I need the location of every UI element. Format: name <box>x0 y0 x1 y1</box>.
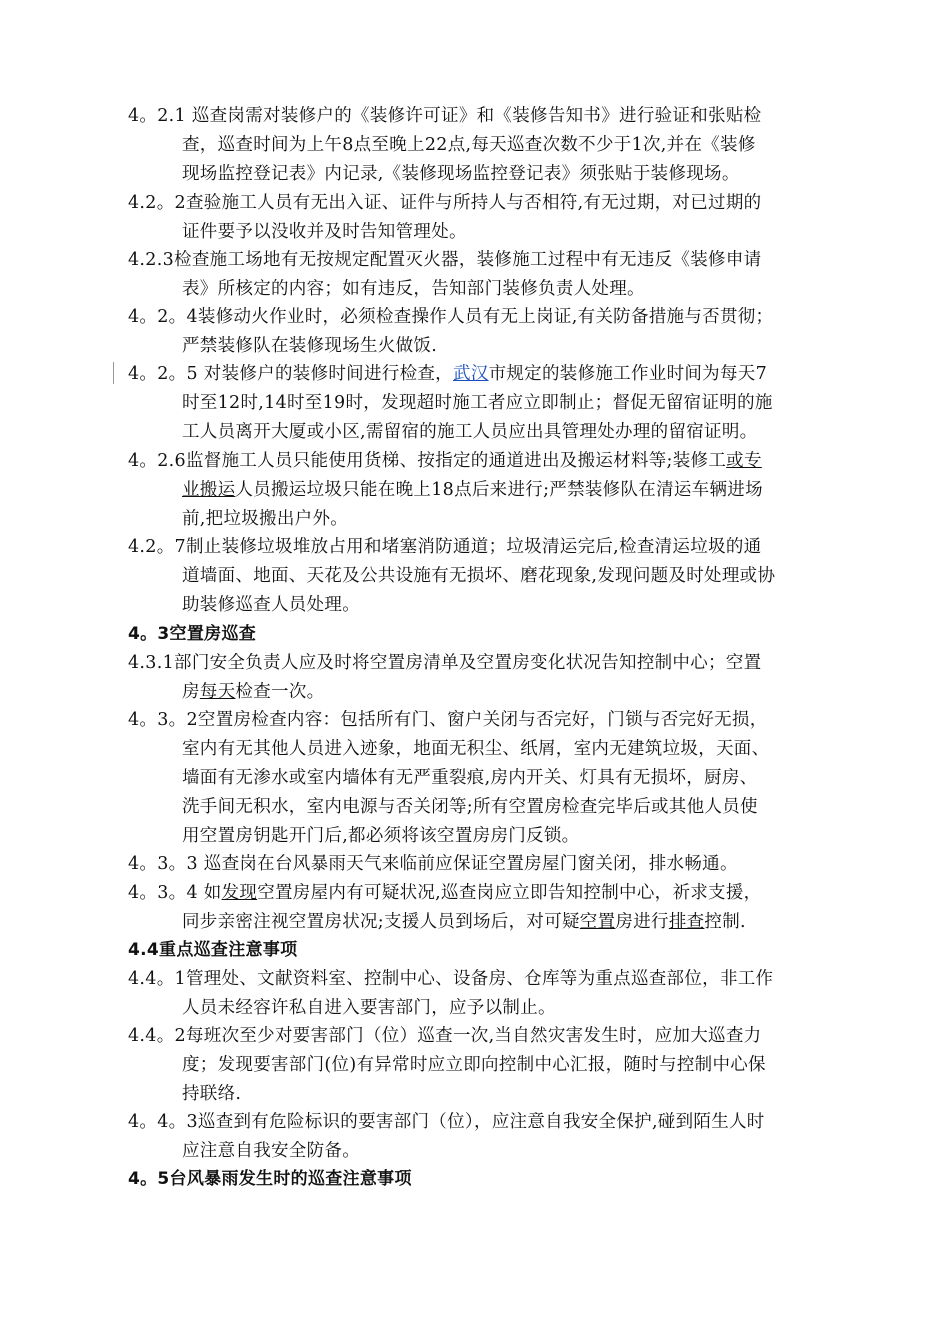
underlined-text: 空置 <box>579 912 616 932</box>
clause-line: 应注意自我安全防备。 <box>182 1141 360 1161</box>
clause-line: 4.3.1部门安全负责人应及时将空置房清单及空置房变化状况告知控制中心；空置 <box>128 653 762 673</box>
clause-line: 助装修巡查人员处理。 <box>182 595 360 615</box>
clause-text: 空置房屋内有可疑状况,巡查岗应立即告知控制中心，祈求支援， <box>257 883 762 903</box>
clause-line: 用空置房钥匙开门后,都必须将该空置房房门反锁。 <box>182 826 580 846</box>
underlined-text: 发现 <box>221 883 258 903</box>
clause-text: 同步亲密注视空置房状况;支援人员到场后，对可疑 <box>182 912 580 932</box>
clause-text: 人员搬运垃圾只能在晚上18点后来进行;严禁装修队在清运车辆进场 <box>235 480 763 500</box>
clause-line: 工人员离开大厦或小区,需留宿的施工人员应出具管理处办理的留宿证明。 <box>182 422 758 442</box>
underlined-text: 或专 <box>726 451 762 471</box>
clause-line: 表》所核定的内容；如有违反，告知部门装修负责人处理。 <box>182 279 645 299</box>
clause-line: 证件要予以没收并及时告知管理处。 <box>182 222 467 242</box>
underlined-text: 业搬运 <box>182 480 236 500</box>
clause-line <box>128 908 828 937</box>
clause-line <box>128 476 828 505</box>
clause-line: 4。2。4装修动火作业时，必须检查操作人员有无上岗证,有关防备措施与否贯彻； <box>128 307 774 327</box>
clause-4-2-6 <box>128 447 828 534</box>
clause-4-2-3 <box>128 246 828 304</box>
clause-line: 前,把垃圾搬出户外。 <box>182 509 349 529</box>
clause-4-2-1 <box>128 102 828 189</box>
clause-line: 持联络. <box>182 1084 242 1104</box>
clause-text: 市规定的装修施工作业时间为每天7 <box>488 364 768 384</box>
clause-line <box>128 360 828 389</box>
clause-line <box>128 879 828 908</box>
underlined-text: 每天 <box>199 682 236 702</box>
clause-4-3-2 <box>128 706 828 851</box>
clause-line: 4.4。2每班次至少对要害部门（位）巡查一次,当自然灾害发生时，应加大巡查力 <box>128 1026 762 1046</box>
clause-line: 4。3。3 巡查岗在台风暴雨天气来临前应保证空置房屋门窗关闭，排水畅通。 <box>128 854 738 874</box>
clause-4-4-1 <box>128 965 828 1023</box>
clause-line: 现场监控登记表》内记录,《装修现场监控登记表》须张贴于装修现场。 <box>182 164 740 184</box>
clause-line: 墙面有无渗水或室内墙体有无严重裂痕,房内开关、灯具有无损坏，厨房、 <box>182 768 758 788</box>
clause-line: 4.2。2查验施工人员有无出入证、证件与所持人与否相符,有无过期，对已过期的 <box>128 193 762 213</box>
clause-line <box>128 678 828 707</box>
clause-4-4-3 <box>128 1108 828 1166</box>
clause-line: 查，巡查时间为上午8点至晚上22点,每天巡查次数不少于1次,并在《装修 <box>182 135 756 155</box>
clause-line: 人员未经容许私自进入要害部门，应予以制止。 <box>182 998 556 1018</box>
clause-line: 4。3。2空置房检查内容：包括所有门、窗户关闭与否完好，门锁与否完好无损， <box>128 710 768 730</box>
clause-4-2-2 <box>128 189 828 247</box>
section-heading-4-3: 4。3空置房巡查 <box>128 624 257 644</box>
clause-text: 4。2.6监督施工人员只能使用货梯、按指定的通道进出及搬运材料等;装修工 <box>128 451 727 471</box>
clause-line <box>128 447 828 476</box>
clause-4-4-2 <box>128 1022 828 1109</box>
clause-text: 4。2。5 对装修户的装修时间进行检查， <box>128 364 453 384</box>
clause-line: 4。2.1 巡查岗需对装修户的《装修许可证》和《装修告知书》进行验证和张贴检 <box>128 106 762 126</box>
clause-text: 4。3。4 如 <box>128 883 222 903</box>
clause-4-2-4 <box>128 303 828 361</box>
clause-line: 室内有无其他人员进入迹象，地面无积尘、纸屑，室内无建筑垃圾，天面、 <box>182 739 770 759</box>
clause-4-3-4 <box>128 879 828 937</box>
clause-line: 4.2.3检查施工场地有无按规定配置灭火器，装修施工过程中有无违反《装修申请 <box>128 250 762 270</box>
clause-line: 洗手间无积水，室内电源与否关闭等;所有空置房检查完毕后或其他人员使 <box>182 797 758 817</box>
clause-4-3-3 <box>128 850 828 879</box>
clause-text: 检查一次。 <box>235 682 325 702</box>
clause-line: 时至12时,14时至19时，发现超时施工者应立即制止；督促无留宿证明的施 <box>182 393 773 413</box>
clause-text: 房 <box>182 682 200 702</box>
clause-line: 严禁装修队在装修现场生火做饭. <box>182 336 438 356</box>
text-cursor-marker <box>113 362 114 384</box>
clause-4-2-7 <box>128 533 828 620</box>
clause-text: 控制. <box>704 912 746 932</box>
underlined-text: 排查 <box>668 912 705 932</box>
clause-line: 4。4。3巡查到有危险标识的要害部门（位），应注意自我安全保护,碰到陌生人时 <box>128 1112 765 1132</box>
section-heading-4-4: 4.4重点巡查注意事项 <box>128 940 298 960</box>
clause-text: 房进行 <box>615 912 669 932</box>
wuhan-link[interactable]: 武汉 <box>452 364 489 384</box>
clause-4-3-1 <box>128 649 828 707</box>
clause-line: 4.2。7制止装修垃圾堆放占用和堵塞消防通道；垃圾清运完后,检查清运垃圾的通 <box>128 537 762 557</box>
clause-line: 4.4。1管理处、文献资料室、控制中心、设备房、仓库等为重点巡查部位，非工作 <box>128 969 774 989</box>
clause-4-2-5 <box>128 360 828 447</box>
clause-line: 道墙面、地面、天花及公共设施有无损坏、磨花现象,发现问题及时处理或协 <box>182 566 776 586</box>
section-heading-4-5: 4。5台风暴雨发生时的巡查注意事项 <box>128 1169 412 1189</box>
clause-line: 度；发现要害部门(位)有异常时应立即向控制中心汇报，随时与控制中心保 <box>182 1055 766 1075</box>
